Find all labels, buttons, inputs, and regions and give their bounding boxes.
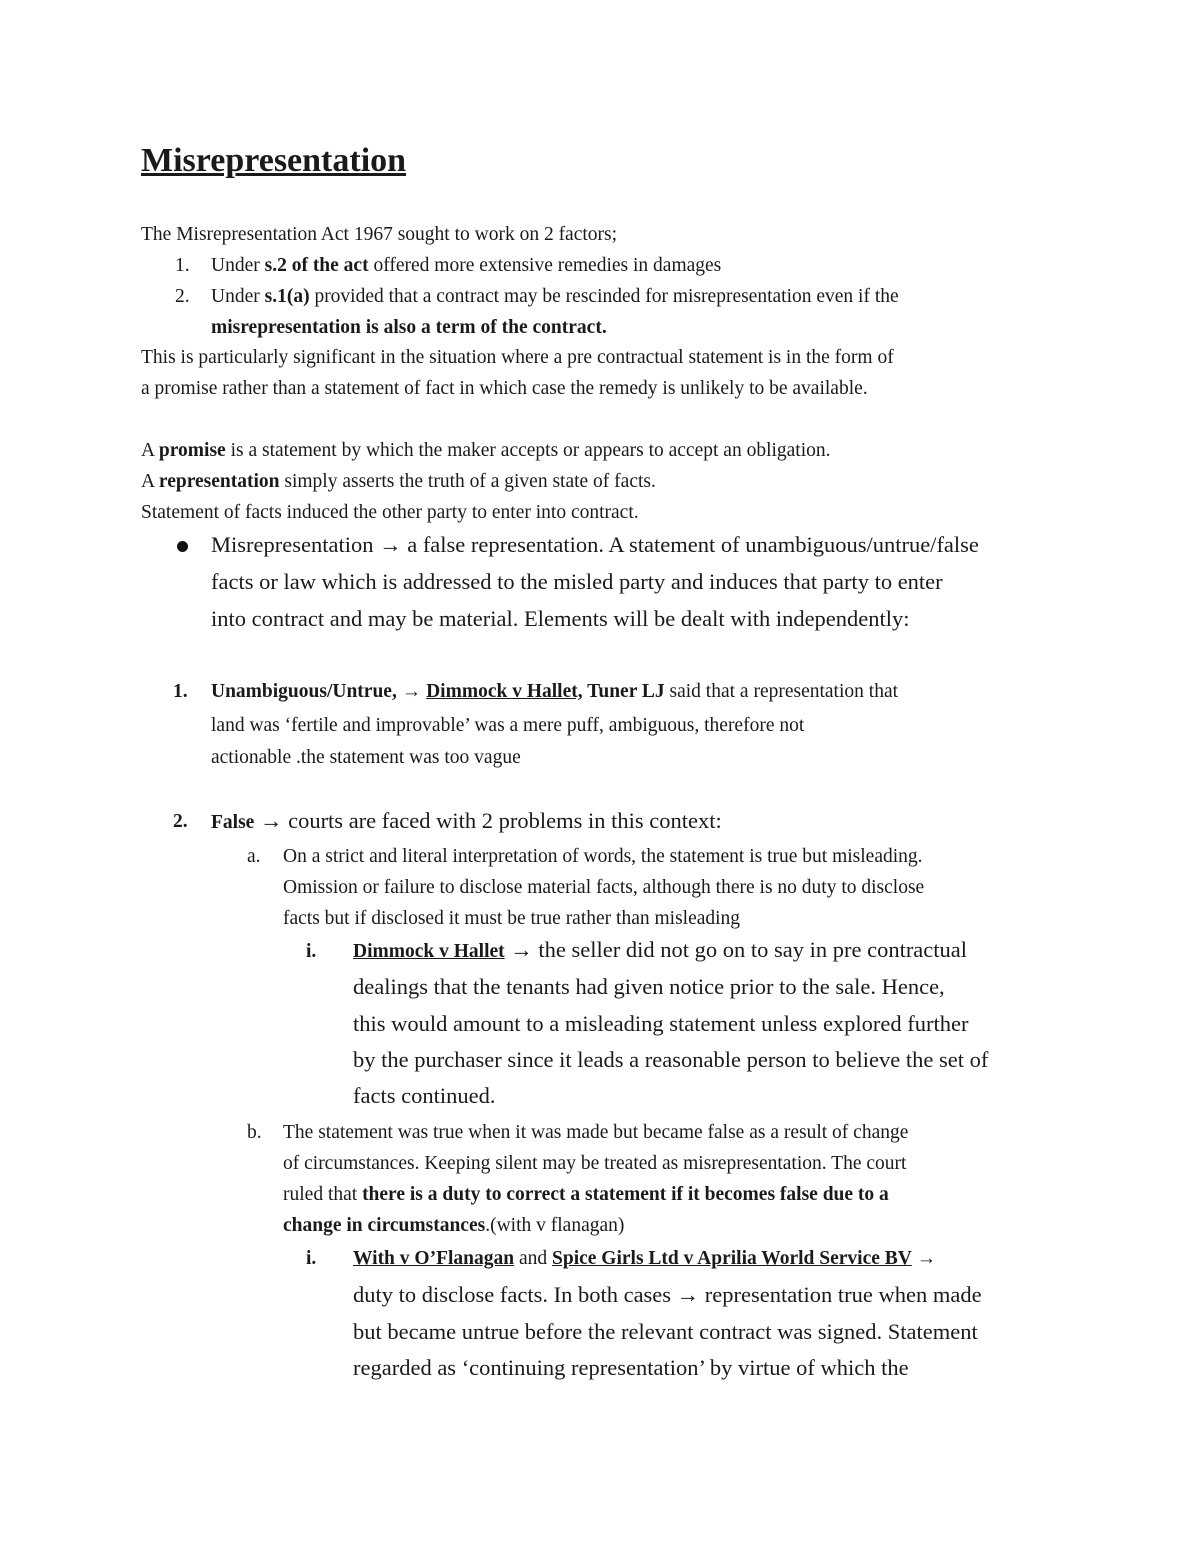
- element-2-rest: → courts are faced with 2 problems in this context:: [254, 808, 722, 833]
- subitem-a-i-line-2: dealings that the tenants had given notice prior to the sale. Hence,: [353, 974, 945, 999]
- subitem-a-i-number: i.: [306, 941, 317, 962]
- statement-of-facts: Statement of facts induced the other party to enter into contract.: [141, 502, 639, 523]
- element-1-judge: Tuner LJ: [582, 681, 665, 702]
- bullet-icon: [177, 541, 188, 552]
- intro-item-2: [211, 284, 899, 310]
- subitem-a-line-3: facts but if disclosed it must be true rather than misleading: [283, 908, 741, 929]
- subitem-b-i-case-1: With v O’Flanagan: [353, 1248, 515, 1269]
- intro-item-2-post: provided that a contract may be rescinded for misrepresentation even if the: [309, 286, 899, 307]
- subitem-b-line-3-bold: there is a duty to correct a statement if it becomes false due to a: [362, 1184, 889, 1205]
- subitem-b-i-line-3: but became untrue before the relevant contract was signed. Statement: [353, 1319, 978, 1344]
- subitem-a-i-line-3: this would amount to a misleading statement unless explored further: [353, 1011, 969, 1036]
- element-1-line-1: [211, 679, 898, 705]
- subitem-b-line-2: of circumstances. Keeping silent may be treated as misrepresentation. The court: [283, 1153, 907, 1174]
- intro-item-1-bold: s.2 of the act: [264, 255, 369, 276]
- element-1-rest: said that a representation that: [664, 681, 899, 702]
- bullet-line-2: facts or law which is addressed to the misled party and induces that party to enter: [211, 569, 943, 594]
- significance-line-1: This is particularly significant in the situation where a pre contractual statement is in the form of: [141, 347, 894, 368]
- significance-line-2: a promise rather than a statement of fact in which case the remedy is unlikely to be available.: [141, 378, 868, 399]
- subitem-b-line-3-pre: ruled that: [283, 1184, 363, 1205]
- subitem-a-i-rest: → the seller did not go on to say in pre contractual: [504, 937, 968, 962]
- subitem-b-i-number: i.: [306, 1248, 317, 1269]
- element-1-line-2: land was ‘fertile and improvable’ was a mere puff, ambiguous, therefore not: [211, 715, 805, 736]
- subitem-a-line-2: Omission or failure to disclose material facts, although there is no duty to disclose: [283, 877, 925, 898]
- rep-a: A: [141, 471, 159, 492]
- intro-item-2-pre: Under: [211, 286, 265, 307]
- page-title: Misrepresentation: [141, 142, 407, 179]
- element-2-number: 2.: [173, 811, 188, 832]
- element-2-line-1: [211, 806, 722, 838]
- element-1-line-3: actionable .the statement was too vague: [211, 747, 521, 768]
- representation-definition: [141, 469, 656, 495]
- element-1-case: Dimmock v Hallet,: [426, 681, 583, 702]
- subitem-b-i-line-4: regarded as ‘continuing representation’ by virtue of which the: [353, 1355, 909, 1380]
- subitem-b-i-case-2: Spice Girls Ltd v Aprilia World Service BV: [552, 1248, 912, 1269]
- intro-item-1: [211, 253, 721, 279]
- rep-term: representation: [158, 471, 280, 492]
- bullet-line-1: Misrepresentation → a false representation. A statement of unambiguous/untrue/false: [211, 532, 979, 557]
- rep-rest: simply asserts the truth of a given state of facts.: [279, 471, 656, 492]
- intro-item-number: 1.: [175, 255, 190, 276]
- subitem-b-line-1: The statement was true when it was made but became false as a result of change: [283, 1122, 909, 1143]
- subitem-a-i-line-4: by the purchaser since it leads a reasonable person to believe the set of: [353, 1047, 989, 1072]
- element-2-label: False: [211, 812, 255, 833]
- subitem-b-line-3: [283, 1182, 889, 1208]
- subitem-b-line-4-rest: .(with v flanagan): [485, 1215, 625, 1236]
- intro-item-1-pre: Under: [211, 255, 265, 276]
- promise-definition: [141, 438, 831, 464]
- subitem-b-number: b.: [247, 1122, 262, 1143]
- subitem-a-line-1: On a strict and literal interpretation of words, the statement is true but misleading.: [283, 846, 923, 867]
- subitem-a-i-line-5: facts continued.: [353, 1083, 496, 1108]
- subitem-b-line-4-bold: change in circumstances: [283, 1215, 486, 1236]
- element-1-number: 1.: [173, 681, 188, 702]
- subitem-b-i-arrow: →: [911, 1248, 937, 1269]
- subitem-a-number: a.: [247, 846, 261, 867]
- intro-item-2-bold: s.1(a): [264, 286, 310, 307]
- intro-item-2-line2: misrepresentation is also a term of the contract.: [211, 317, 607, 338]
- bullet-line-3: into contract and may be material. Elements will be dealt with independently:: [211, 606, 910, 631]
- subitem-a-i-case: Dimmock v Hallet: [353, 941, 505, 962]
- subitem-b-i-and: and: [514, 1248, 552, 1269]
- subitem-a-i-line-1: [353, 935, 967, 967]
- subitem-b-i-line-1: [353, 1246, 936, 1272]
- promise-term: promise: [158, 440, 226, 461]
- subitem-b-line-4: [283, 1213, 624, 1239]
- element-1-label: Unambiguous/Untrue, →: [211, 681, 427, 702]
- promise-a: A: [141, 440, 159, 461]
- promise-rest: is a statement by which the maker accepts or appears to accept an obligation.: [225, 440, 831, 461]
- subitem-b-i-line-2: duty to disclose facts. In both cases → representation true when made: [353, 1282, 982, 1307]
- intro-item-1-post: offered more extensive remedies in damages: [368, 255, 722, 276]
- intro-text: The Misrepresentation Act 1967 sought to work on 2 factors;: [141, 224, 618, 245]
- intro-item-number: 2.: [175, 286, 190, 307]
